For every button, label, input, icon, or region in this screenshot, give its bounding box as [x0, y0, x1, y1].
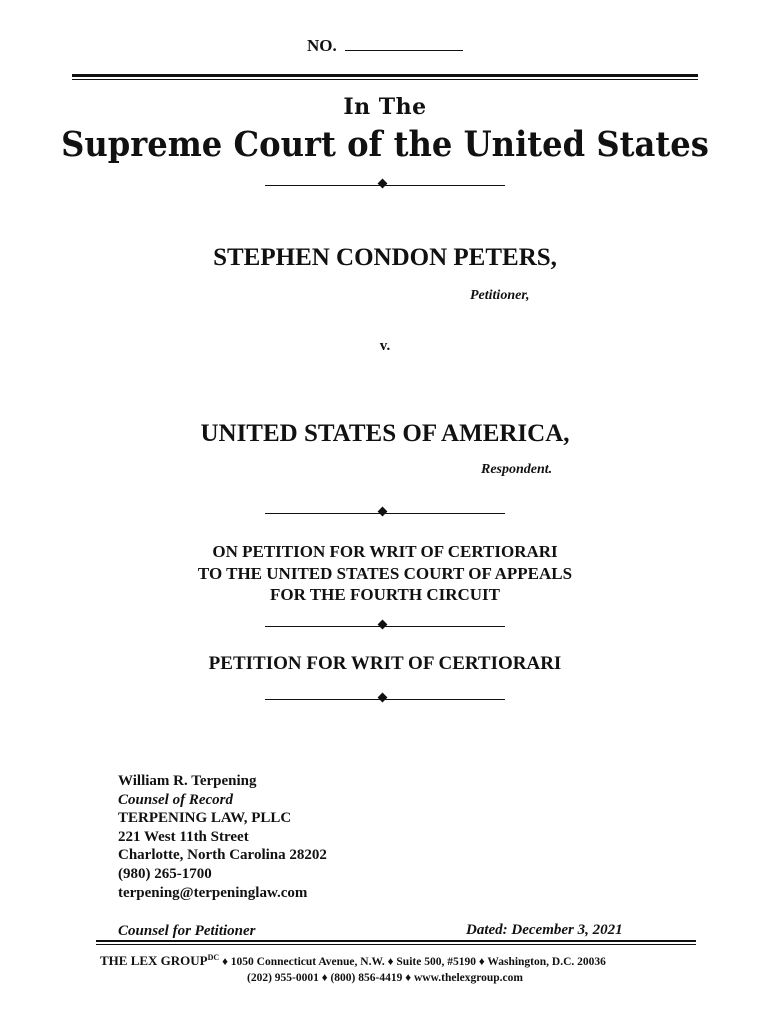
date-line: Dated: December 3, 2021: [466, 922, 623, 938]
petitioner-name: STEPHEN CONDON PETERS,: [213, 244, 557, 271]
printer-contact-line: (202) 955-0001 ♦ (800) 856-4419 ♦ www.thelexgroup.com: [247, 972, 523, 984]
respondent-role: Respondent.: [481, 462, 553, 477]
petition-line-1: ON PETITION FOR WRIT OF CERTIORARI: [212, 542, 558, 561]
section-divider: [265, 619, 505, 633]
phone-number: (980) 265-1700: [118, 865, 212, 882]
bottom-rule: [96, 940, 696, 945]
printer-address: ♦ 1050 Connecticut Avenue, N.W. ♦ Suite 500, #5190 ♦ Washington, D.C. 20036: [222, 956, 606, 968]
printer-name-sup: DC: [207, 953, 220, 963]
court-prefix: In The: [343, 94, 427, 120]
section-divider: [265, 506, 505, 520]
case-number: [0, 36, 770, 56]
petitioner-role: Petitioner,: [470, 288, 530, 303]
printer-address-line: [100, 953, 680, 969]
counsel-block: [118, 772, 327, 902]
petition-line-3: FOR THE FOURTH CIRCUIT: [269, 585, 501, 604]
document-title: PETITION FOR WRIT OF CERTIORARI: [208, 653, 562, 674]
versus: v.: [379, 338, 391, 354]
section-divider: [265, 692, 505, 706]
law-firm: TERPENING LAW, PLLC: [118, 810, 292, 827]
respondent-name: UNITED STATES OF AMERICA,: [200, 420, 570, 447]
counsel-for: Counsel for Petitioner: [118, 923, 256, 939]
printer-name: THE LEX GROUP: [100, 953, 208, 968]
petition-line-2: TO THE UNITED STATES COURT OF APPEALS: [197, 564, 573, 583]
counsel-name: William R. Terpening: [118, 773, 257, 789]
street-address: 221 West 11th Street: [118, 828, 249, 845]
case-number-blank: [345, 36, 463, 51]
court-name: Supreme Court of the United States: [61, 124, 709, 165]
email-address: terpening@terpeninglaw.com: [118, 884, 308, 901]
top-rule: [72, 74, 698, 80]
city-state-zip: Charlotte, North Carolina 28202: [118, 847, 327, 864]
counsel-designation: Counsel of Record: [118, 791, 234, 808]
case-number-label: NO.: [307, 36, 337, 55]
section-divider: [265, 178, 505, 192]
